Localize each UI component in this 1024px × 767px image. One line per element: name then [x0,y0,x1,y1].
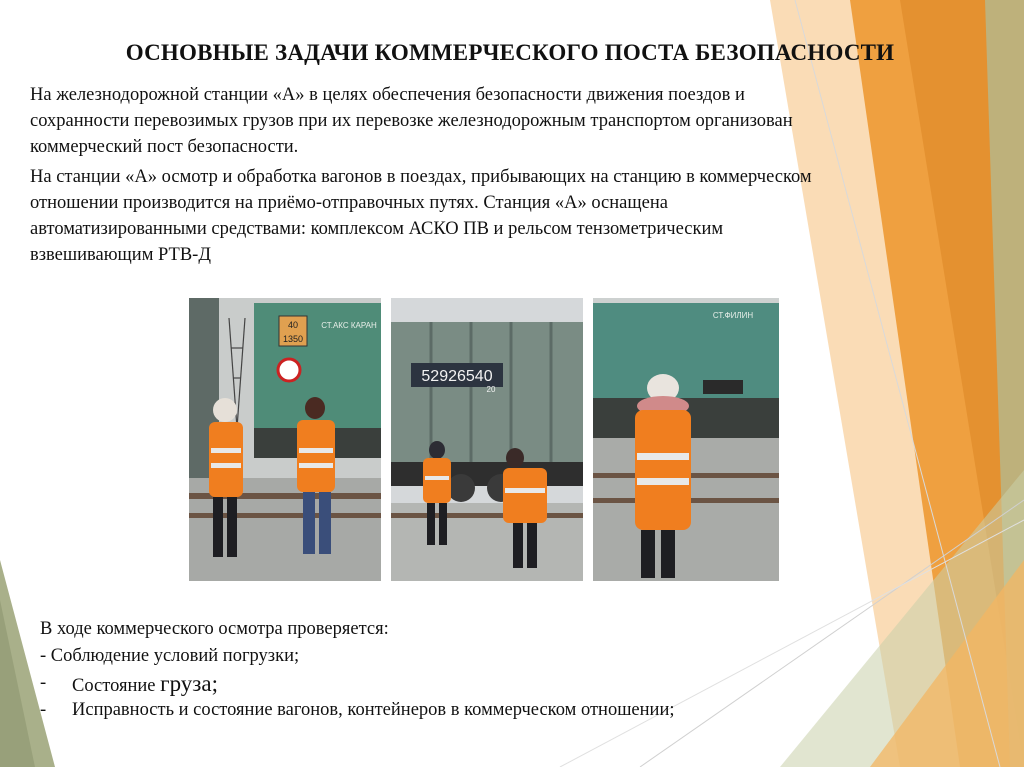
inspector-at-coupler-photo [593,298,779,581]
checklist-text-part2: груза; [160,671,218,696]
checklist-bullet: - [40,700,47,720]
paragraph-inspection-equipment: На станции «А» осмотр и обработка вагонов в поездах, прибывающих на станцию в коммерческом отношении производится на приёмо-отправочных путях. Станция «А» оснащена автоматизированными средствами: комплексом АСКО ПВ и рельсом тензометрическим взвешивающим РТВ-Д [30,167,812,265]
checklist-text [72,670,218,700]
photo-2-illustration [391,298,583,581]
checklist-text-part1: Состояние [72,676,161,696]
checklist-text: Исправность и состояние вагонов, контейнеров в коммерческом отношении; [72,700,675,720]
inspection-checklist [40,616,840,724]
checklist-item-cargo-state [40,670,840,697]
checklist-item-loading-conditions: - Соблюдение условий погрузки; [40,646,300,666]
photo-3-lettering: СТ.ФИЛИН [712,311,754,320]
wagon-number-inspection-photo [391,298,583,581]
photo-1-sign-bottom: 1350 [282,334,304,344]
photo-3-illustration [593,298,779,581]
checklist-bullet: - [40,673,47,693]
checklist-item-wagon-condition [40,697,840,724]
photo-collage [189,298,779,581]
paragraph-station-post: На железнодорожной станции «А» в целях обеспечения безопасности движения поездов и сохранности перевозимых грузов при их перевозке железнодорожным транспортом организован коммерческий пост безопасности. [30,85,793,157]
photo-2-wagon-small: 20 [486,385,496,394]
inspectors-at-wagon-photo [189,298,381,581]
slide-title: ОСНОВНЫЕ ЗАДАЧИ КОММЕРЧЕСКОГО ПОСТА БЕЗОПАСНОСТИ [125,40,895,65]
photo-1-lettering: СТ.АКС КАРАН [321,321,377,330]
photo-1-sign-top: 40 [287,320,299,330]
checklist-intro: В ходе коммерческого осмотра проверяется: [40,619,389,639]
photo-2-wagon-number: 52926540 [421,368,493,385]
photo-1-illustration [189,298,381,581]
